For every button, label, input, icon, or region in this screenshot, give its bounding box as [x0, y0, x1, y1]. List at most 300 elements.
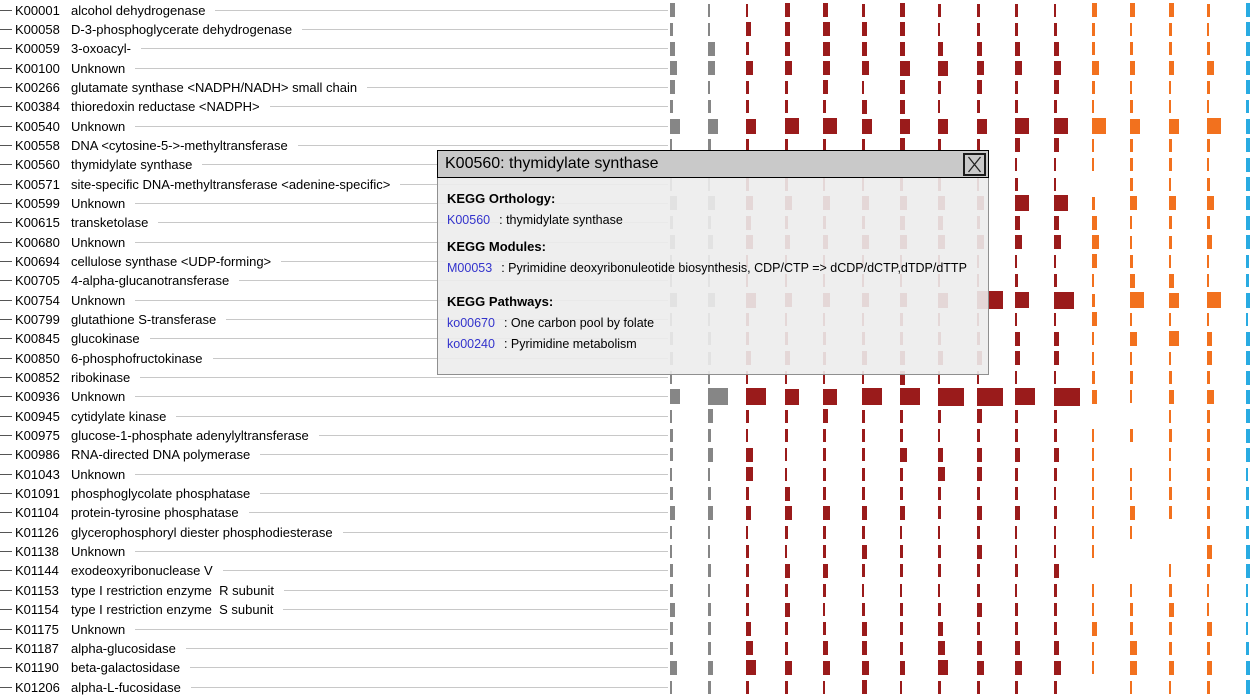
heatmap-cell[interactable]: [938, 410, 941, 423]
gene-row[interactable]: [0, 465, 668, 484]
gene-row[interactable]: [0, 484, 668, 503]
heatmap-cell[interactable]: [1207, 216, 1210, 229]
heatmap-cell[interactable]: [900, 622, 903, 635]
heatmap-cell[interactable]: [1207, 81, 1210, 94]
heatmap-cell[interactable]: [1169, 255, 1171, 268]
heatmap-cell[interactable]: [1015, 429, 1018, 442]
heatmap-cell[interactable]: [1169, 178, 1171, 191]
heatmap-cell[interactable]: [823, 80, 828, 94]
heatmap-cell[interactable]: [1169, 681, 1171, 694]
heatmap-cell[interactable]: [708, 468, 710, 481]
heatmap-cell[interactable]: [862, 100, 867, 114]
heatmap-cell[interactable]: [1054, 622, 1057, 635]
heatmap-cell[interactable]: [1092, 584, 1094, 597]
heatmap-cell[interactable]: [1169, 216, 1172, 229]
heatmap-cell[interactable]: [862, 42, 867, 56]
heatmap-cell[interactable]: [785, 389, 799, 405]
heatmap-cell[interactable]: [1015, 292, 1029, 308]
heatmap-cell[interactable]: [1130, 352, 1132, 365]
heatmap-cell[interactable]: [823, 3, 828, 17]
heatmap-cell[interactable]: [900, 468, 903, 481]
heatmap-cell[interactable]: [746, 42, 749, 55]
heatmap-cell[interactable]: [1054, 681, 1057, 694]
heatmap-cell[interactable]: [938, 584, 940, 597]
heatmap-cell[interactable]: [1130, 119, 1140, 134]
heatmap-cell[interactable]: [1207, 642, 1210, 655]
heatmap-cell[interactable]: [1207, 255, 1209, 268]
heatmap-cell[interactable]: [1207, 371, 1210, 384]
heatmap-cell[interactable]: [1207, 61, 1214, 75]
heatmap-cell[interactable]: [746, 487, 749, 500]
heatmap-cell[interactable]: [708, 388, 728, 405]
heatmap-cell[interactable]: [1054, 235, 1061, 249]
heatmap-cell[interactable]: [1054, 138, 1059, 152]
heatmap-cell[interactable]: [823, 61, 830, 75]
heatmap-cell[interactable]: [1054, 448, 1059, 462]
close-button[interactable]: [963, 153, 986, 176]
heatmap-cell[interactable]: [746, 526, 748, 539]
heatmap-cell[interactable]: [670, 526, 672, 539]
heatmap-cell[interactable]: [1092, 197, 1095, 210]
heatmap-cell[interactable]: [1130, 139, 1133, 152]
heatmap-cell[interactable]: [1015, 351, 1020, 365]
heatmap-cell[interactable]: [670, 506, 675, 520]
heatmap-cell[interactable]: [1054, 118, 1068, 134]
heatmap-cell[interactable]: [977, 603, 982, 617]
heatmap-cell[interactable]: [708, 100, 711, 113]
heatmap-cell[interactable]: [1092, 235, 1099, 249]
gene-row[interactable]: [0, 658, 668, 677]
heatmap-cell[interactable]: [938, 660, 948, 675]
heatmap-cell[interactable]: [785, 42, 790, 56]
heatmap-cell[interactable]: [670, 642, 673, 655]
heatmap-cell[interactable]: [1207, 351, 1212, 365]
heatmap-cell[interactable]: [746, 641, 753, 655]
heatmap-cell[interactable]: [1130, 178, 1133, 191]
heatmap-cell[interactable]: [862, 661, 869, 675]
heatmap-cell[interactable]: [938, 429, 940, 442]
heatmap-cell[interactable]: [708, 23, 710, 36]
heatmap-cell[interactable]: [670, 468, 672, 481]
heatmap-cell[interactable]: [862, 564, 865, 577]
heatmap-cell[interactable]: [746, 410, 749, 423]
heatmap-cell[interactable]: [746, 584, 749, 597]
heatmap-cell[interactable]: [1246, 506, 1249, 519]
heatmap-cell[interactable]: [1207, 292, 1221, 308]
heatmap-cell[interactable]: [1015, 195, 1029, 211]
heatmap-cell[interactable]: [1130, 255, 1133, 268]
heatmap-cell[interactable]: [1054, 274, 1057, 287]
heatmap-cell[interactable]: [670, 545, 672, 558]
heatmap-cell[interactable]: [1054, 410, 1057, 423]
heatmap-cell[interactable]: [1246, 642, 1249, 655]
heatmap-cell[interactable]: [708, 487, 711, 500]
heatmap-cell[interactable]: [938, 448, 943, 462]
heatmap-cell[interactable]: [1092, 312, 1097, 326]
heatmap-cell[interactable]: [785, 545, 787, 558]
heatmap-cell[interactable]: [1207, 178, 1210, 191]
heatmap-cell[interactable]: [977, 429, 980, 442]
gene-row[interactable]: [0, 503, 668, 522]
heatmap-cell[interactable]: [670, 429, 673, 442]
heatmap-cell[interactable]: [1246, 448, 1250, 462]
heatmap-cell[interactable]: [938, 487, 941, 500]
heatmap-cell[interactable]: [1015, 118, 1029, 134]
heatmap-cell[interactable]: [708, 584, 710, 597]
heatmap-cell[interactable]: [1130, 641, 1137, 655]
heatmap-cell[interactable]: [862, 4, 865, 17]
heatmap-cell[interactable]: [785, 61, 792, 75]
kegg-link[interactable]: M00053: [447, 261, 493, 275]
heatmap-cell[interactable]: [823, 429, 826, 442]
heatmap-cell[interactable]: [1169, 390, 1174, 404]
heatmap-cell[interactable]: [785, 448, 787, 461]
heatmap-cell[interactable]: [1054, 158, 1056, 171]
heatmap-cell[interactable]: [746, 100, 749, 113]
heatmap-cell[interactable]: [1130, 371, 1133, 384]
heatmap-cell[interactable]: [746, 564, 749, 577]
heatmap-cell[interactable]: [785, 661, 792, 675]
heatmap-cell[interactable]: [862, 487, 865, 500]
heatmap-cell[interactable]: [708, 526, 710, 539]
heatmap-cell[interactable]: [1092, 448, 1094, 461]
heatmap-cell[interactable]: [1130, 196, 1137, 210]
heatmap-cell[interactable]: [1246, 158, 1250, 172]
heatmap-cell[interactable]: [1015, 584, 1017, 597]
heatmap-cell[interactable]: [785, 429, 788, 442]
heatmap-cell[interactable]: [1207, 118, 1221, 134]
gene-row[interactable]: [0, 581, 668, 600]
heatmap-cell[interactable]: [1054, 313, 1056, 326]
heatmap-cell[interactable]: [1130, 506, 1135, 520]
heatmap-cell[interactable]: [1092, 158, 1094, 171]
heatmap-cell[interactable]: [900, 564, 903, 577]
heatmap-cell[interactable]: [1015, 332, 1020, 346]
heatmap-cell[interactable]: [1246, 293, 1250, 308]
heatmap-cell[interactable]: [823, 22, 830, 36]
heatmap-cell[interactable]: [1015, 448, 1020, 462]
heatmap-cell[interactable]: [1092, 390, 1097, 404]
heatmap-cell[interactable]: [823, 487, 826, 500]
heatmap-cell[interactable]: [746, 467, 753, 481]
heatmap-cell[interactable]: [1207, 661, 1212, 675]
heatmap-cell[interactable]: [1246, 603, 1248, 616]
heatmap-cell[interactable]: [746, 545, 749, 558]
heatmap-cell[interactable]: [1207, 429, 1210, 442]
heatmap-cell[interactable]: [1246, 332, 1250, 346]
heatmap-cell[interactable]: [1130, 236, 1132, 249]
heatmap-cell[interactable]: [900, 61, 910, 76]
heatmap-cell[interactable]: [977, 526, 980, 539]
heatmap-cell[interactable]: [938, 526, 940, 539]
heatmap-cell[interactable]: [900, 642, 903, 655]
heatmap-cell[interactable]: [1246, 80, 1250, 94]
heatmap-cell[interactable]: [900, 410, 903, 423]
heatmap-cell[interactable]: [1207, 545, 1212, 559]
heatmap-cell[interactable]: [900, 603, 903, 616]
heatmap-cell[interactable]: [1246, 42, 1250, 56]
heatmap-cell[interactable]: [670, 564, 673, 577]
heatmap-cell[interactable]: [977, 448, 982, 462]
heatmap-cell[interactable]: [1054, 255, 1056, 268]
heatmap-cell[interactable]: [1246, 61, 1250, 75]
heatmap-cell[interactable]: [1246, 177, 1250, 191]
heatmap-cell[interactable]: [746, 448, 753, 462]
heatmap-cell[interactable]: [823, 622, 826, 635]
heatmap-cell[interactable]: [938, 4, 941, 17]
heatmap-cell[interactable]: [1054, 61, 1061, 75]
heatmap-cell[interactable]: [823, 661, 830, 675]
heatmap-cell[interactable]: [785, 603, 790, 617]
heatmap-cell[interactable]: [977, 61, 984, 75]
heatmap-cell[interactable]: [1015, 506, 1020, 520]
heatmap-cell[interactable]: [1015, 4, 1018, 17]
heatmap-cell[interactable]: [1207, 468, 1210, 481]
heatmap-cell[interactable]: [1054, 545, 1056, 558]
heatmap-cell[interactable]: [823, 409, 828, 423]
heatmap-cell[interactable]: [1207, 564, 1210, 577]
heatmap-cell[interactable]: [1169, 642, 1172, 655]
heatmap-cell[interactable]: [1169, 196, 1176, 210]
heatmap-cell[interactable]: [823, 526, 826, 539]
heatmap-cell[interactable]: [1015, 661, 1022, 675]
heatmap-cell[interactable]: [1130, 390, 1132, 403]
heatmap-cell[interactable]: [900, 545, 903, 558]
heatmap-cell[interactable]: [1207, 681, 1210, 694]
heatmap-cell[interactable]: [823, 584, 826, 597]
heatmap-cell[interactable]: [977, 119, 987, 134]
kegg-link[interactable]: K00560: [447, 213, 491, 227]
heatmap-cell[interactable]: [900, 506, 905, 520]
heatmap-cell[interactable]: [670, 487, 673, 500]
heatmap-cell[interactable]: [1054, 216, 1059, 230]
heatmap-cell[interactable]: [1169, 661, 1174, 675]
heatmap-cell[interactable]: [1092, 545, 1094, 558]
heatmap-cell[interactable]: [1092, 603, 1094, 616]
heatmap-cell[interactable]: [1054, 351, 1059, 365]
heatmap-cell[interactable]: [862, 584, 864, 597]
heatmap-cell[interactable]: [1130, 332, 1137, 346]
heatmap-cell[interactable]: [1092, 100, 1094, 113]
kegg-link[interactable]: ko00670: [447, 316, 495, 330]
heatmap-cell[interactable]: [1092, 506, 1094, 519]
heatmap-cell[interactable]: [1130, 584, 1132, 597]
heatmap-cell[interactable]: [1015, 641, 1020, 655]
heatmap-cell[interactable]: [938, 467, 945, 481]
heatmap-cell[interactable]: [670, 681, 672, 694]
heatmap-cell[interactable]: [1054, 564, 1059, 578]
heatmap-cell[interactable]: [1207, 158, 1209, 171]
heatmap-cell[interactable]: [1130, 81, 1132, 94]
heatmap-cell[interactable]: [977, 4, 980, 17]
heatmap-cell[interactable]: [1169, 564, 1171, 577]
heatmap-cell[interactable]: [1246, 274, 1249, 287]
heatmap-cell[interactable]: [977, 681, 980, 694]
heatmap-cell[interactable]: [1207, 313, 1209, 326]
heatmap-cell[interactable]: [938, 119, 948, 134]
heatmap-cell[interactable]: [938, 23, 940, 36]
heatmap-cell[interactable]: [1207, 23, 1209, 36]
heatmap-cell[interactable]: [1054, 468, 1057, 481]
heatmap-cell[interactable]: [1246, 390, 1250, 404]
heatmap-cell[interactable]: [1092, 254, 1097, 268]
heatmap-cell[interactable]: [1054, 23, 1057, 36]
heatmap-cell[interactable]: [823, 506, 830, 520]
heatmap-cell[interactable]: [708, 603, 711, 616]
heatmap-cell[interactable]: [977, 388, 1003, 406]
heatmap-cell[interactable]: [1054, 526, 1056, 539]
heatmap-cell[interactable]: [1130, 42, 1133, 55]
heatmap-cell[interactable]: [1169, 603, 1174, 617]
heatmap-cell[interactable]: [708, 642, 711, 655]
heatmap-cell[interactable]: [977, 622, 980, 635]
heatmap-cell[interactable]: [1015, 468, 1018, 481]
heatmap-cell[interactable]: [1054, 641, 1059, 655]
heatmap-cell[interactable]: [1092, 468, 1094, 481]
heatmap-cell[interactable]: [862, 641, 867, 655]
heatmap-cell[interactable]: [1054, 487, 1056, 500]
heatmap-cell[interactable]: [1169, 119, 1179, 134]
heatmap-cell[interactable]: [1092, 139, 1094, 152]
heatmap-cell[interactable]: [1130, 313, 1132, 326]
heatmap-cell[interactable]: [1015, 681, 1018, 694]
heatmap-cell[interactable]: [1015, 81, 1018, 94]
heatmap-cell[interactable]: [785, 526, 788, 539]
heatmap-cell[interactable]: [708, 81, 710, 94]
heatmap-cell[interactable]: [1246, 22, 1250, 36]
heatmap-cell[interactable]: [1015, 371, 1017, 384]
heatmap-cell[interactable]: [1246, 235, 1250, 249]
heatmap-cell[interactable]: [900, 100, 905, 114]
heatmap-cell[interactable]: [1246, 196, 1250, 210]
heatmap-cell[interactable]: [977, 100, 980, 113]
heatmap-cell[interactable]: [900, 681, 902, 694]
heatmap-cell[interactable]: [1246, 371, 1250, 385]
heatmap-cell[interactable]: [708, 119, 718, 134]
heatmap-cell[interactable]: [1207, 584, 1209, 597]
heatmap-cell[interactable]: [1169, 313, 1171, 326]
heatmap-cell[interactable]: [1054, 661, 1061, 675]
heatmap-cell[interactable]: [1207, 526, 1210, 539]
heatmap-cell[interactable]: [862, 506, 867, 520]
heatmap-cell[interactable]: [708, 564, 711, 577]
heatmap-cell[interactable]: [1054, 292, 1074, 309]
heatmap-cell[interactable]: [1246, 409, 1250, 423]
heatmap-cell[interactable]: [1015, 388, 1035, 405]
heatmap-cell[interactable]: [862, 119, 872, 134]
heatmap-cell[interactable]: [1169, 61, 1174, 75]
heatmap-cell[interactable]: [1169, 584, 1172, 597]
heatmap-cell[interactable]: [900, 119, 910, 134]
heatmap-cell[interactable]: [1015, 526, 1017, 539]
heatmap-cell[interactable]: [977, 506, 982, 520]
heatmap-cell[interactable]: [1015, 138, 1020, 152]
heatmap-cell[interactable]: [1169, 352, 1171, 365]
heatmap-cell[interactable]: [1207, 4, 1210, 17]
gene-row[interactable]: [0, 59, 668, 78]
heatmap-cell[interactable]: [938, 100, 940, 113]
heatmap-cell[interactable]: [862, 526, 865, 539]
gene-row[interactable]: [0, 426, 668, 445]
heatmap-cell[interactable]: [977, 467, 982, 481]
heatmap-cell[interactable]: [1169, 23, 1172, 36]
heatmap-cell[interactable]: [1092, 371, 1095, 384]
heatmap-cell[interactable]: [708, 545, 710, 558]
gene-row[interactable]: [0, 678, 668, 697]
heatmap-cell[interactable]: [785, 487, 790, 501]
heatmap-cell[interactable]: [862, 448, 865, 461]
heatmap-cell[interactable]: [823, 681, 825, 694]
gene-row[interactable]: [0, 20, 668, 39]
heatmap-cell[interactable]: [1246, 661, 1250, 675]
gene-row[interactable]: [0, 78, 668, 97]
heatmap-cell[interactable]: [1207, 603, 1209, 616]
heatmap-cell[interactable]: [708, 661, 713, 675]
heatmap-cell[interactable]: [1092, 332, 1094, 345]
heatmap-cell[interactable]: [1130, 429, 1133, 442]
heatmap-cell[interactable]: [938, 681, 941, 694]
heatmap-cell[interactable]: [785, 622, 788, 635]
heatmap-cell[interactable]: [1015, 61, 1022, 75]
heatmap-cell[interactable]: [1092, 23, 1095, 36]
heatmap-cell[interactable]: [1092, 487, 1094, 500]
heatmap-cell[interactable]: [1246, 622, 1248, 635]
heatmap-cell[interactable]: [1169, 371, 1172, 384]
heatmap-cell[interactable]: [977, 80, 982, 94]
heatmap-cell[interactable]: [1207, 139, 1210, 152]
gene-row[interactable]: [0, 542, 668, 561]
heatmap-cell[interactable]: [670, 410, 672, 423]
heatmap-cell[interactable]: [785, 118, 799, 134]
heatmap-cell[interactable]: [823, 641, 828, 655]
heatmap-cell[interactable]: [785, 410, 788, 423]
heatmap-cell[interactable]: [1207, 410, 1210, 423]
heatmap-cell[interactable]: [1092, 3, 1097, 17]
heatmap-cell[interactable]: [862, 410, 865, 423]
heatmap-cell[interactable]: [1054, 100, 1057, 113]
heatmap-cell[interactable]: [823, 118, 837, 134]
heatmap-cell[interactable]: [1169, 293, 1179, 308]
gene-row[interactable]: [0, 523, 668, 542]
heatmap-cell[interactable]: [746, 61, 753, 75]
gene-row[interactable]: [0, 1, 668, 20]
heatmap-cell[interactable]: [708, 42, 715, 56]
gene-row[interactable]: [0, 97, 668, 116]
heatmap-cell[interactable]: [862, 61, 869, 75]
heatmap-cell[interactable]: [862, 388, 882, 405]
heatmap-cell[interactable]: [1015, 158, 1017, 171]
heatmap-cell[interactable]: [1207, 100, 1209, 113]
heatmap-cell[interactable]: [900, 526, 902, 539]
heatmap-cell[interactable]: [977, 545, 982, 559]
heatmap-cell[interactable]: [900, 388, 920, 405]
heatmap-cell[interactable]: [1015, 603, 1018, 616]
kegg-link[interactable]: ko00240: [447, 337, 495, 351]
heatmap-cell[interactable]: [1015, 100, 1018, 113]
heatmap-cell[interactable]: [1015, 274, 1018, 287]
heatmap-cell[interactable]: [938, 603, 941, 616]
gene-row[interactable]: [0, 407, 668, 426]
heatmap-cell[interactable]: [900, 22, 905, 36]
heatmap-cell[interactable]: [862, 603, 865, 616]
heatmap-cell[interactable]: [1207, 332, 1212, 346]
heatmap-cell[interactable]: [746, 4, 748, 17]
heatmap-cell[interactable]: [862, 81, 864, 94]
heatmap-cell[interactable]: [862, 545, 867, 559]
heatmap-cell[interactable]: [1092, 61, 1099, 75]
heatmap-cell[interactable]: [1092, 81, 1095, 94]
heatmap-cell[interactable]: [938, 506, 941, 519]
